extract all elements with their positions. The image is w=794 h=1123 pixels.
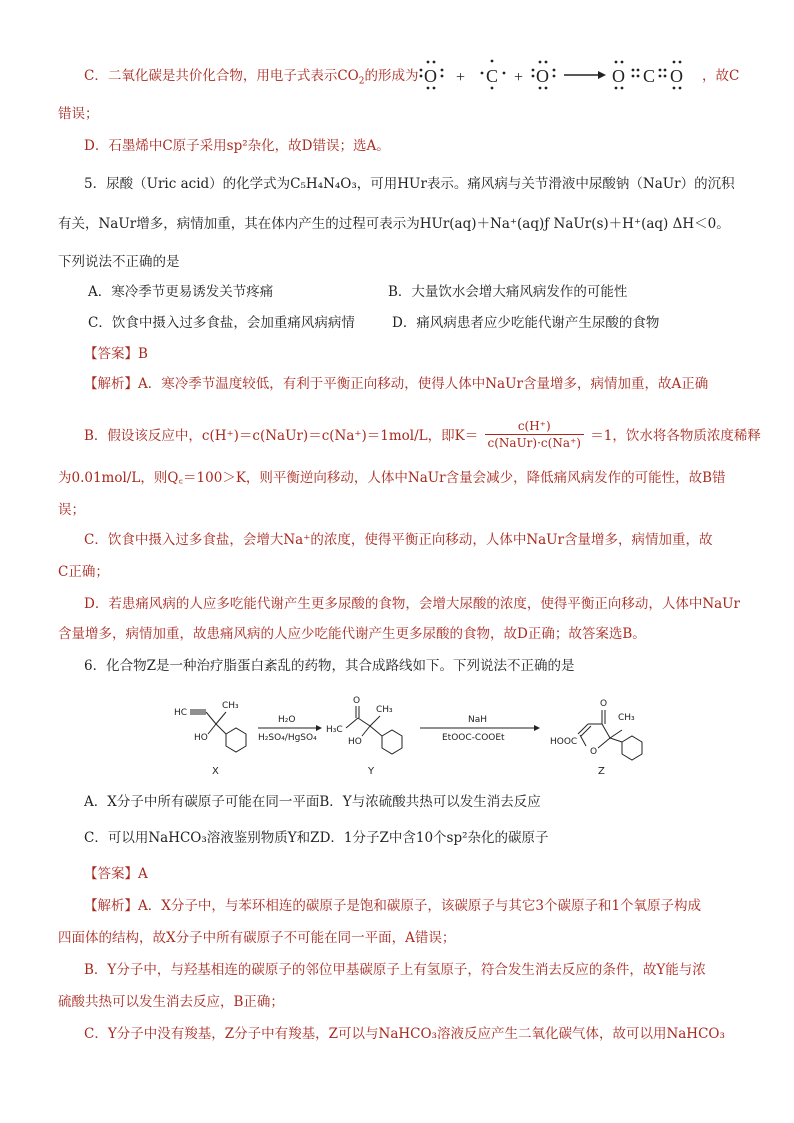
z-o: O	[600, 699, 608, 709]
q6-options-ab: A．X分子中所有碳原子可能在同一平面B．Y与浓硫酸共热可以发生消去反应	[84, 794, 541, 810]
y-ho: HO	[348, 737, 362, 747]
y-h3c: H₃C	[326, 725, 343, 735]
co2-sub: 2	[358, 76, 365, 87]
z-ch3: CH₃	[618, 713, 635, 723]
y-label: Y	[368, 766, 375, 777]
reagent-2-top: NaH	[468, 715, 488, 725]
fraction-numerator: c(H⁺)	[485, 418, 584, 435]
q6-stem: 6．化合物Z是一种治疗脂蛋白紊乱的药物，其合成路线如下。下列说法不正确的是	[84, 658, 575, 674]
x-ch3: CH₃	[222, 701, 239, 711]
q5-stem-2: 有关，NaUr增多，病情加重，其在体内产生的过程可表示为HUr(aq)＋Na⁺(aq)ƒ NaUr(s)＋H⁺(aq) ΔH＜0。	[58, 216, 730, 232]
q5-stem-1: 5．尿酸（Uric acid）的化学式为C₅H₄N₄O₃，可用HUr表示。痛风病与关节滑液中尿酸钠（NaUr）的沉积	[84, 176, 735, 192]
co2-tail: ，故C	[702, 68, 740, 84]
z-ring-o: O	[590, 747, 598, 757]
option-d-graphene: D．石墨烯中C原子采用sp²杂化，故D错误；选A。	[84, 138, 390, 154]
q5-exp-8: 含量增多，病情加重，故患痛风病的人应少吃能代谢产生更多尿酸的食物，故D正确；故答案选B。	[58, 626, 646, 642]
co2-text-before: C．二氧化碳是共价化合物，用电子式表示CO	[84, 68, 359, 84]
reagent-1-bottom: H₂SO₄/HgSO₄	[258, 733, 317, 743]
q5-exp-7: D．若患痛风病的人应多吃能代谢产生更多尿酸的食物，会增大尿酸的浓度，使得平衡正向移动，人体中NaUr	[84, 596, 741, 612]
q5-option-b: B．大量饮水会增大痛风病发作的可能性	[388, 284, 628, 300]
reagent-2-bottom: EtOOC-COOEt	[442, 733, 505, 743]
synthesis-scheme	[170, 690, 670, 780]
lewis-o2: O	[536, 66, 549, 86]
q5-option-d: D．痛风病患者应少吃能代谢产生尿酸的食物	[392, 315, 660, 331]
y-o: O	[353, 696, 361, 706]
co2-lewis-diagram	[418, 56, 708, 96]
q5-option-c: C．饮食中摄入过多食盐，会加重痛风病病情	[88, 315, 355, 331]
q5-stem-3: 下列说法不正确的是	[58, 254, 180, 270]
q5-exp-2a: B．假设该反应中，c(H⁺)＝c(NaUr)＝c(Na⁺)＝1mol/L，即K＝	[84, 428, 479, 444]
q6-exp-1: 【解析】A．X分子中，与苯环相连的碳原子是饱和碳原子，该碳原子与其它3个碳原子和1个氧原子构成	[84, 898, 702, 914]
q6-exp-4: 硫酸共热可以发生消去反应，B正确；	[58, 994, 284, 1010]
y-ch3: CH₃	[376, 705, 393, 715]
z-label: Z	[598, 766, 605, 777]
lewis-o4: O	[670, 66, 683, 86]
q5-exp-5: C．饮食中摄入过多食盐，会增大Na⁺的浓度，使得平衡正向移动，人体中NaUr含量增多，病情加重，故	[84, 532, 713, 548]
co2-cont: 错误；	[58, 106, 99, 122]
x-ho: HO	[194, 733, 208, 743]
q6-exp-3: B．Y分子中，与羟基相连的碳原子的邻位甲基碳原子上有氢原子，符合发生消去反应的条件，故Y能与浓	[84, 962, 706, 978]
lewis-plus1: +	[456, 69, 466, 86]
q5-exp-3: 为0.01mol/L，则Q꜀＝100＞K，则平衡逆向移动，人体中NaUr含量会减少，降低痛风病发作的可能性，故B错	[58, 470, 726, 486]
q6-exp-2: 四面体的结构，故X分子中所有碳原子不可能在同一平面，A错误；	[58, 930, 456, 946]
lewis-c: C	[486, 66, 499, 86]
q6-options-cd: C．可以用NaHCO₃溶液鉴别物质Y和ZD．1分子Z中含10个sp²杂化的碳原子	[84, 830, 549, 846]
fraction-denominator: c(NaUr)·c(Na⁺)	[487, 436, 581, 450]
x-hc: HC	[174, 708, 188, 718]
q6-answer: 【答案】A	[84, 866, 148, 882]
lewis-c2: C	[643, 66, 656, 86]
q5-answer: 【答案】B	[84, 346, 148, 362]
q5-exp-1: 【解析】A．寒冷季节温度较低，有利于平衡正向移动，使得人体中NaUr含量增多，病情加重，故A正确	[84, 376, 709, 392]
q5-option-a: A．寒冷季节更易诱发关节疼痛	[88, 284, 274, 300]
q5-exp-4: 误；	[58, 502, 85, 518]
q5-fraction	[485, 418, 584, 451]
lewis-plus2: +	[514, 69, 524, 86]
q5-exp-6: C正确；	[58, 564, 109, 580]
q5-exp-2	[84, 419, 761, 453]
q5-exp-2b: ＝1，饮水将各物质浓度稀释	[590, 428, 761, 444]
co2-text-after: 的形成为	[364, 68, 419, 84]
x-label: X	[212, 766, 219, 777]
reagent-1-top: H₂O	[278, 715, 296, 725]
lewis-o3: O	[612, 66, 625, 86]
lewis-o1: O	[424, 66, 437, 86]
q6-exp-5: C．Y分子中没有羧基，Z分子中有羧基，Z可以与NaHCO₃溶液反应产生二氧化碳气体，故可以用NaHCO₃	[84, 1026, 725, 1042]
z-hooc: HOOC	[550, 737, 578, 747]
